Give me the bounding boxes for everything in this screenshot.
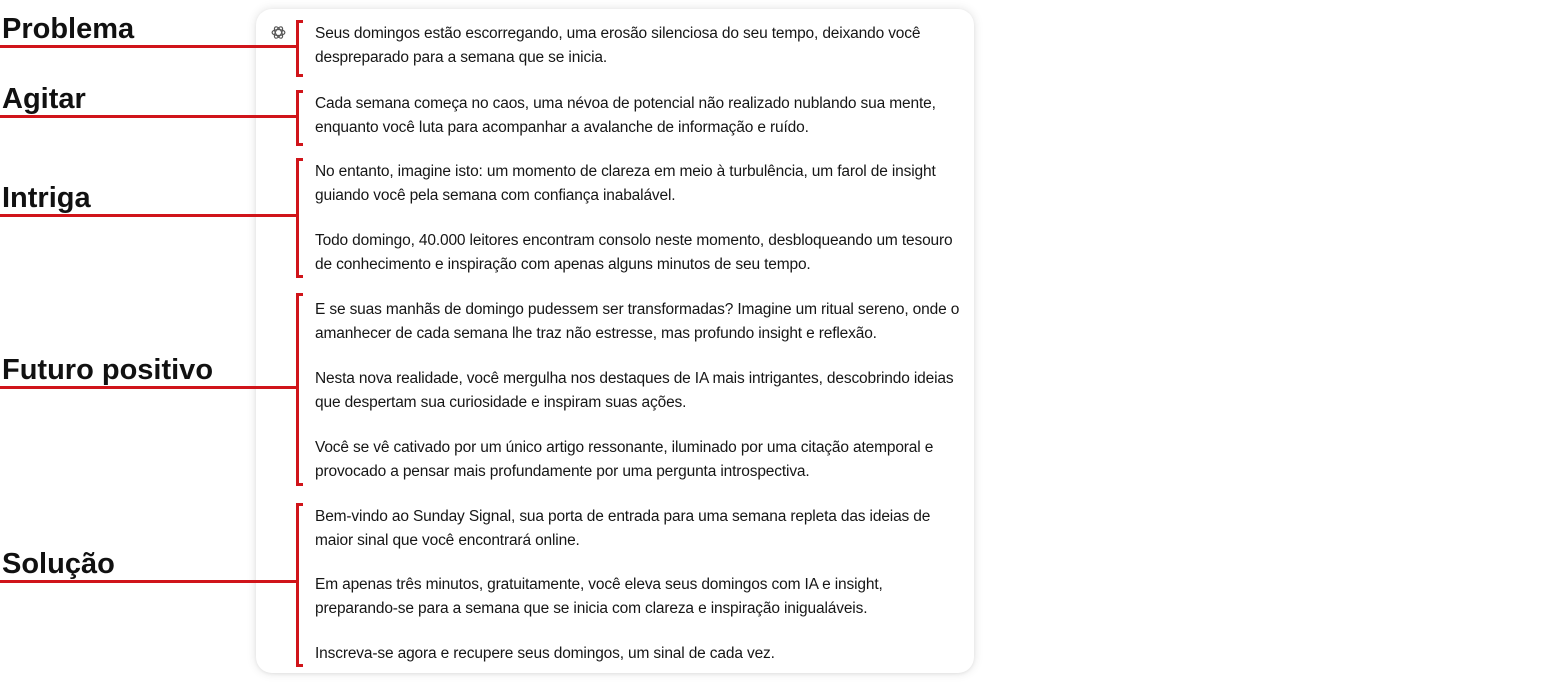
bracket-agitar — [296, 90, 303, 146]
paragraph-futuro-positivo-3: Você se vê cativado por um único artigo ressonante, iluminado por uma citação atemporal e provocado a pensar mais profundamente por uma pergunta introspectiva. — [315, 439, 934, 480]
bracket-problema — [296, 20, 303, 77]
bracket-intriga — [296, 158, 303, 278]
bracket-futuro-positivo — [296, 293, 303, 486]
section-label-intriga: Intriga — [2, 182, 91, 214]
paragraph-solucao-2: Em apenas três minutos, gratuitamente, você eleva seus domingos com IA e insight, preparando-se para a semana que se inicia com clareza e inspiração inigualáveis. — [315, 576, 883, 617]
connector-line-solucao — [0, 580, 298, 583]
paragraph-agitar-1: Cada semana começa no caos, uma névoa de potencial não realizado nublando sua mente, enquanto você luta para acompanhar a avalanche de informação e ruído. — [315, 95, 936, 136]
openai-logo-icon — [270, 24, 287, 41]
paragraph-intriga-1: No entanto, imagine isto: um momento de clareza em meio à turbulência, um farol de insight guiando você pela semana com confiança inabalável. — [315, 163, 936, 204]
paragraph-solucao-1: Bem-vindo ao Sunday Signal, sua porta de entrada para uma semana repleta das ideias de maior sinal que você encontrará online. — [315, 508, 931, 549]
bracket-solucao — [296, 503, 303, 667]
connector-line-futuro-positivo — [0, 386, 298, 389]
paragraph-futuro-positivo-2: Nesta nova realidade, você mergulha nos destaques de IA mais intrigantes, descobrindo ideias que despertam sua curiosidade e inspiram suas ações. — [315, 370, 954, 411]
paragraph-intriga-2: Todo domingo, 40.000 leitores encontram consolo neste momento, desbloqueando um tesouro de conhecimento e inspiração com apenas alguns minutos de seu tempo. — [315, 232, 953, 273]
section-label-solucao: Solução — [2, 548, 115, 580]
paragraph-problema-1: Seus domingos estão escorregando, uma erosão silenciosa do seu tempo, deixando você despreparado para a semana que se inicia. — [315, 25, 921, 66]
paragraph-solucao-3: Inscreva-se agora e recupere seus domingos, um sinal de cada vez. — [315, 645, 775, 662]
section-label-agitar: Agitar — [2, 83, 86, 115]
connector-line-agitar — [0, 115, 298, 118]
section-label-problema: Problema — [2, 13, 135, 45]
section-label-futuro-positivo: Futuro positivo — [2, 354, 214, 386]
paragraph-futuro-positivo-1: E se suas manhãs de domingo pudessem ser transformadas? Imagine um ritual sereno, onde o amanhecer de cada semana lhe traz não estresse, mas profundo insight e reflexão. — [315, 301, 960, 342]
connector-line-problema — [0, 45, 298, 48]
connector-line-intriga — [0, 214, 298, 217]
